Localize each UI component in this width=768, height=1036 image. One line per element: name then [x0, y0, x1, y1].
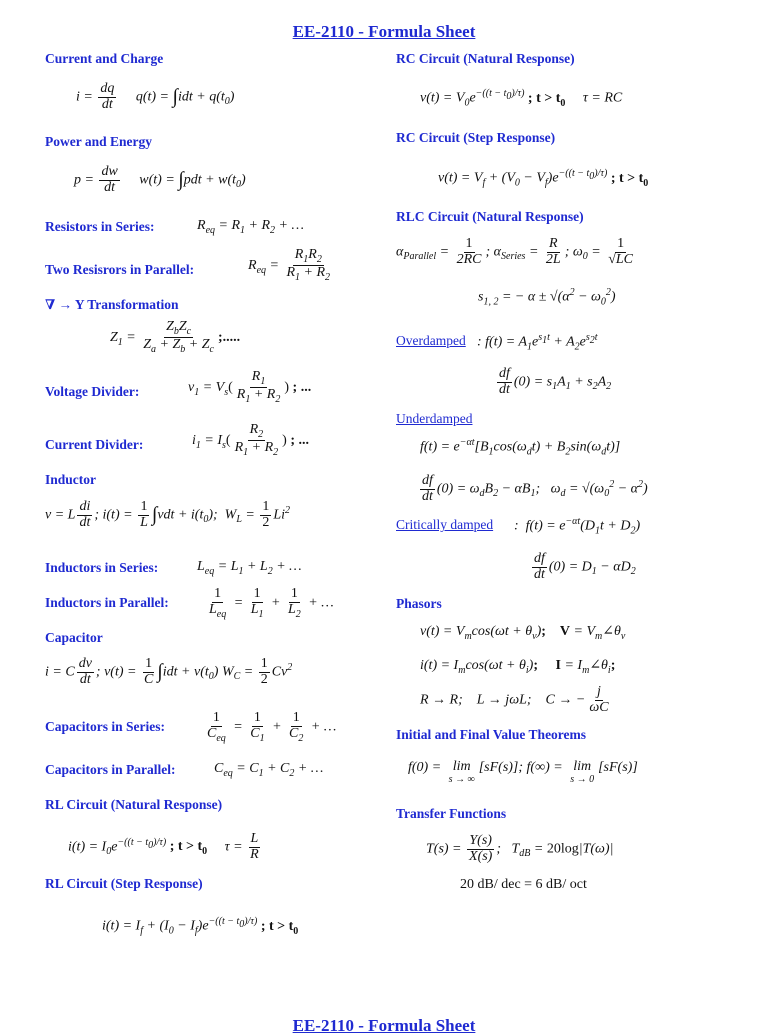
- formula-critically-damped: : $f(t) = e^{-\alpha t}(D_1t + D_2)$: [514, 516, 641, 537]
- formula-rlc-roots: $s_{1, 2}$ = − $\alpha \pm √(\alpha^2 - \omega_0^2)$: [478, 287, 616, 308]
- formula-resistors-series: $R_{eq} = R_1 + R_2$ + …: [197, 218, 304, 236]
- formula-voltage-divider: $v_1 = V_s$( $\frac{R_1}{R_1 + R_2}$ ) ; ...: [188, 369, 312, 406]
- heading-rl-step: RL Circuit (Step Response): [45, 876, 203, 891]
- formula-capacitors-series: $\frac{1}{C_{eq}}$ = $\frac{1}{C_1}$ + $\frac{1}{C_2}$ + …: [207, 710, 337, 744]
- heading-initial-final: Initial and Final Value Theorems: [396, 727, 587, 742]
- formula-inductors-series: $L_{eq} = L_1 + L_2$ + …: [197, 559, 302, 577]
- formula-two-parallel: $R_{eq}$ = $\frac{R_1R_2}{R_1 + R_2}$: [248, 247, 331, 284]
- formula-rc-step: $v(t) = V_f + (V_0 - V_f)e^{-((t - t_0)/\tau)}$ ; $t > t_0$: [438, 168, 649, 189]
- formula-phasor-impedance: R → R; L → jωL; C → − $\frac{j}{\omega C}$: [420, 684, 609, 715]
- formula-phasor-current: $i(t) = I_m\cos(\omega t + \theta_i)$; $I = I_m\angle\theta_i$;: [420, 658, 616, 676]
- formula-phasor-voltage: $v(t) = V_m\cos(\omega t + \theta_v)$; $V = V_m\angle\theta_v$: [420, 624, 626, 642]
- formula-transformation: $Z_1$ = $\frac{Z_bZ_c}{Z_a + Z_b + Z_c}$ ;.....: [110, 319, 241, 356]
- heading-underdamped: Underdamped: [396, 411, 473, 426]
- formula-overdamped-derivative: $\frac{df}{dt}$ $(0) = s_1A_1 + s_2A_2$: [499, 366, 612, 397]
- heading-power-energy: Power and Energy: [45, 134, 152, 149]
- heading-resistors-series: Resistors in Series:: [45, 219, 155, 234]
- heading-two-parallel: Two Resisrors in Parallel:: [45, 262, 195, 277]
- heading-inductors-series: Inductors in Series:: [45, 560, 159, 575]
- formula-transfer: T(s) = $\frac{Y(s)}{X(s)}$ ; $T_{dB} = 20\log|T(\omega)|$: [426, 833, 614, 864]
- heading-overdamped: Overdamped: [396, 333, 466, 348]
- formula-capacitors-parallel: $C_{eq} = C_1 + C_2$ + …: [214, 761, 324, 779]
- heading-current-divider: Current Divider:: [45, 437, 144, 452]
- heading-current-charge: Current and Charge: [45, 51, 164, 66]
- formula-rc-natural: $v(t) = V_0e^{-((t - t_0)/\tau)}$ ; $t > t_0$ τ = RC: [420, 88, 623, 109]
- heading-inductor: Inductor: [45, 472, 97, 487]
- formula-current-charge: i = $\frac{dq}{dt}$ $q(t) = \int idt + q(t_0)$: [76, 81, 235, 112]
- page-title: EE-2110 - Formula Sheet: [292, 22, 476, 41]
- heading-inductors-parallel: Inductors in Parallel:: [45, 595, 169, 610]
- heading-rlc-natural: RLC Circuit (Natural Response): [396, 209, 584, 224]
- formula-power-energy: p = $\frac{dw}{dt}$ $w(t) = \int pdt + w(t_0)$: [74, 164, 246, 195]
- formula-initial-final: f(0) = lim s → ∞ [sF(s)]; f(∞) = lim s → 0 [sF(s)]: [408, 759, 638, 785]
- heading-rc-natural: RC Circuit (Natural Response): [396, 51, 575, 66]
- heading-capacitor: Capacitor: [45, 630, 103, 645]
- footer-title: EE-2110 - Formula Sheet: [292, 1016, 476, 1035]
- heading-voltage-divider: Voltage Divider:: [45, 384, 140, 399]
- heading-rc-step: RC Circuit (Step Response): [396, 130, 556, 145]
- formula-rl-natural: $i(t) = I_0e^{-((t - t_0)/\tau)}$ ; $t > t_0$ τ = $\frac{L}{R}$: [68, 831, 259, 862]
- formula-rl-step: $i(t) = I_f + (I_0 - I_f)e^{-((t - t_0)/\tau)}$ ; $t > t_0$: [102, 916, 299, 937]
- formula-inductor: v = L $\frac{di}{dt}$ ; i(t) = $\frac{1}{L}$ $\int vdt + i(t_0)$; $W_L$ = $\frac{1}{2}$ Li$^2$: [45, 499, 291, 530]
- heading-transformation: ∇ → Y Transformation: [45, 297, 179, 312]
- heading-rl-natural: RL Circuit (Natural Response): [45, 797, 223, 812]
- heading-capacitors-parallel: Capacitors in Parallel:: [45, 762, 176, 777]
- heading-transfer: Transfer Functions: [396, 806, 507, 821]
- formula-underdamped: $f(t) = e^{-\alpha t}[B_1\cos(\omega_dt) + B_2\sin(\omega_dt)]$: [420, 437, 621, 458]
- formula-capacitor: i = C $\frac{dv}{dt}$ ; v(t) = $\frac{1}{C}$ $\int idt + v(t_0) W_C$ = $\frac{1}{2}$ Cv$^2$: [45, 656, 293, 687]
- formula-inductors-parallel: $\frac{1}{L_{eq}}$ = $\frac{1}{L_1}$ + $\frac{1}{L_2}$ + …: [209, 586, 334, 620]
- formula-current-divider: $i_1 = I_s$( $\frac{R_2}{R_1 + R_2}$ ) ; ...: [192, 422, 309, 459]
- heading-critically-damped: Critically damped: [396, 517, 494, 532]
- formula-rlc-alpha: $\alpha_{Parallel}$ = $\frac{1}{2RC}$ ; $\alpha_{Series}$ = $\frac{R}{2L}$ ; $\omega_0$ = $\frac{1}{√LC}$: [396, 236, 634, 267]
- db-relation: 20 dB/ dec = 6 dB/ oct: [460, 877, 587, 892]
- heading-capacitors-series: Capacitors in Series:: [45, 719, 165, 734]
- formula-overdamped: : $f(t) = A_1e^{s_1t} + A_2e^{s_2t}$: [477, 332, 598, 353]
- formula-underdamped-derivative: $\frac{df}{dt}$ $(0) = \omega_dB_2 - \alpha B_1$; $\omega_d = √(\omega_0^2 - \alpha^2)$: [422, 473, 648, 504]
- heading-phasors: Phasors: [396, 596, 442, 611]
- formula-critically-damped-derivative: $\frac{df}{dt}$ $(0) = D_1 - \alpha D_2$: [534, 551, 636, 582]
